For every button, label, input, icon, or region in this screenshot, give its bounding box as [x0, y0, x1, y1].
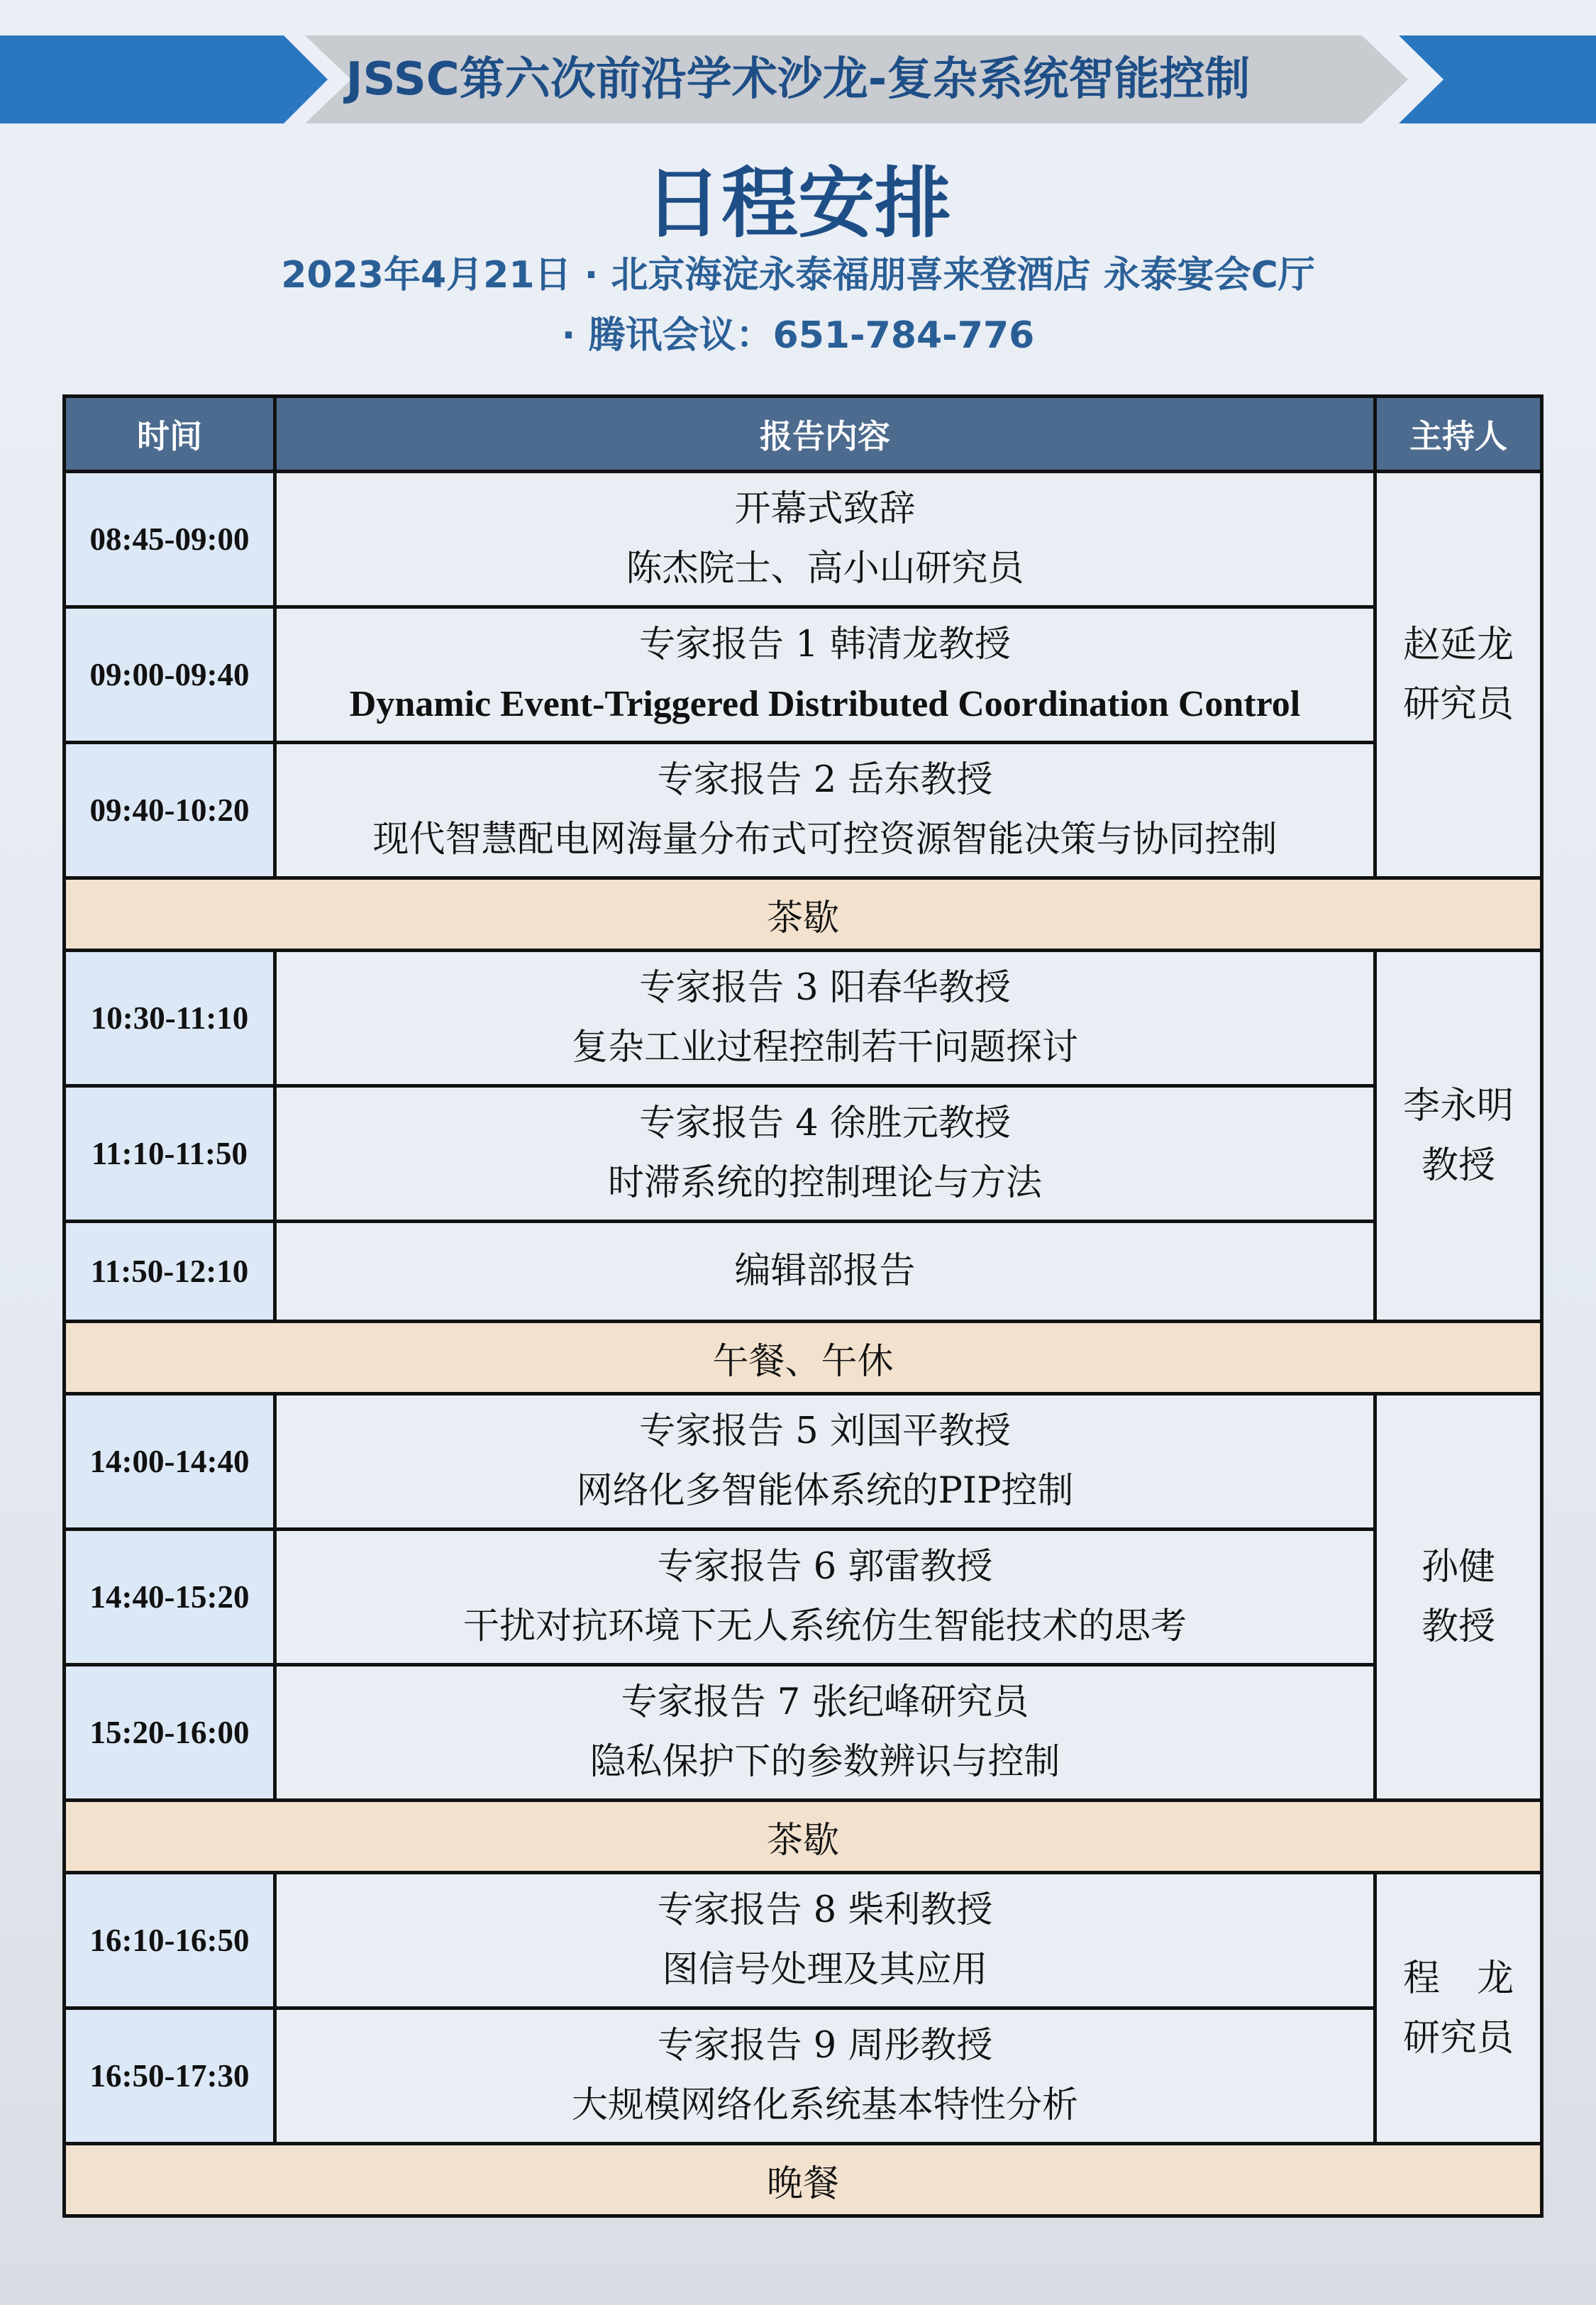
host-title: 研究员 — [1402, 2016, 1514, 2060]
table-row — [65, 1530, 1542, 1665]
header-host: 主持人 — [1375, 397, 1542, 472]
break-cell: 茶歇 — [65, 878, 1542, 951]
event-date-venue: 2023年4月21日 · 北京海淀永泰福朋喜来登酒店 永泰宴会C厅 — [281, 254, 1315, 297]
time-cell: 10:30-11:10 — [65, 951, 275, 1086]
report-subtitle: 时滞系统的控制理论与方法 — [607, 1162, 1042, 1204]
report-subtitle: 网络化多智能体系统的PIP控制 — [576, 1470, 1074, 1512]
break-cell: 午餐、午休 — [65, 1322, 1542, 1394]
content-cell — [275, 607, 1375, 743]
report-title: 专家报告 2 岳东教授 — [657, 759, 993, 801]
banner-left-arrow — [0, 35, 328, 123]
content-cell — [275, 1873, 1375, 2008]
content-cell — [275, 951, 1375, 1086]
tencent-meeting-id: · 腾讯会议：651-784-776 — [561, 314, 1035, 357]
table-row — [65, 472, 1542, 607]
table-row — [65, 1086, 1542, 1222]
time-cell: 14:00-14:40 — [65, 1394, 275, 1530]
schedule-table — [62, 394, 1544, 2218]
content-cell — [275, 1530, 1375, 1665]
report-subtitle: 图信号处理及其应用 — [662, 1949, 988, 1991]
time-cell: 09:40-10:20 — [65, 743, 275, 878]
host-name: 赵延龙 — [1402, 624, 1514, 666]
report-title: 专家报告 5 刘国平教授 — [639, 1410, 1011, 1452]
report-subtitle: Dynamic Event-Triggered Distributed Coordination Control — [349, 684, 1301, 724]
report-subtitle: 干扰对抗环境下无人系统仿生智能技术的思考 — [462, 1605, 1187, 1647]
break-row — [65, 1322, 1542, 1394]
page-title: 日程安排 — [644, 160, 951, 248]
time-cell: 11:50-12:10 — [65, 1222, 275, 1322]
content-cell — [275, 1222, 1375, 1322]
break-row — [65, 2144, 1542, 2216]
report-title: 专家报告 8 柴利教授 — [657, 1889, 993, 1931]
break-row — [65, 1801, 1542, 1873]
time-cell: 08:45-09:00 — [65, 472, 275, 607]
report-subtitle: 隐私保护下的参数辨识与控制 — [589, 1741, 1060, 1783]
table-row — [65, 1665, 1542, 1801]
host-name: 孙健 — [1421, 1546, 1495, 1588]
host-title: 教授 — [1421, 1144, 1495, 1187]
header-content: 报告内容 — [275, 397, 1375, 472]
report-title: 编辑部报告 — [734, 1250, 916, 1292]
host-cell — [1375, 951, 1542, 1322]
break-cell: 茶歇 — [65, 1801, 1542, 1873]
table-row — [65, 1873, 1542, 2008]
host-title: 教授 — [1421, 1605, 1495, 1648]
report-subtitle: 陈杰院士、高小山研究员 — [626, 548, 1024, 590]
report-title: 专家报告 7 张纪峰研究员 — [621, 1681, 1029, 1723]
banner-right-arrow — [1399, 35, 1596, 123]
host-cell — [1375, 472, 1542, 878]
report-subtitle: 复杂工业过程控制若干问题探讨 — [571, 1027, 1078, 1068]
report-title: 开幕式致辞 — [734, 488, 916, 530]
time-cell: 09:00-09:40 — [65, 607, 275, 743]
report-title: 专家报告 6 郭雷教授 — [657, 1546, 993, 1588]
table-row — [65, 951, 1542, 1086]
time-cell: 15:20-16:00 — [65, 1665, 275, 1801]
table-row — [65, 607, 1542, 743]
table-row — [65, 2008, 1542, 2144]
break-cell: 晚餐 — [65, 2144, 1542, 2216]
content-cell — [275, 743, 1375, 878]
content-cell — [275, 1086, 1375, 1222]
time-cell: 14:40-15:20 — [65, 1530, 275, 1665]
content-cell — [275, 2008, 1375, 2144]
host-cell — [1375, 1873, 1542, 2144]
report-subtitle: 现代智慧配电网海量分布式可控资源智能决策与协同控制 — [372, 819, 1278, 861]
break-row — [65, 878, 1542, 951]
header-banner — [0, 35, 1596, 123]
report-subtitle: 大规模网络化系统基本特性分析 — [571, 2084, 1078, 2126]
report-title: 专家报告 4 徐胜元教授 — [639, 1102, 1011, 1144]
host-name: 李永明 — [1402, 1085, 1514, 1127]
table-row — [65, 743, 1542, 878]
header-time: 时间 — [65, 397, 275, 472]
table-row — [65, 1394, 1542, 1530]
time-cell: 11:10-11:50 — [65, 1086, 275, 1222]
content-cell — [275, 472, 1375, 607]
host-name: 程 龙 — [1402, 1957, 1514, 2000]
table-header-row — [65, 397, 1542, 472]
time-cell: 16:10-16:50 — [65, 1873, 275, 2008]
content-cell — [275, 1394, 1375, 1530]
report-title: 专家报告 1 韩清龙教授 — [639, 624, 1011, 665]
report-title: 专家报告 9 周彤教授 — [657, 2025, 993, 2067]
host-cell — [1375, 1394, 1542, 1801]
host-title: 研究员 — [1402, 683, 1514, 726]
content-cell — [275, 1665, 1375, 1801]
table-row — [65, 1222, 1542, 1322]
banner-title: JSSC第六次前沿学术沙龙-复杂系统智能控制 — [345, 53, 1251, 106]
time-cell: 16:50-17:30 — [65, 2008, 275, 2144]
report-title: 专家报告 3 阳春华教授 — [639, 967, 1011, 1009]
